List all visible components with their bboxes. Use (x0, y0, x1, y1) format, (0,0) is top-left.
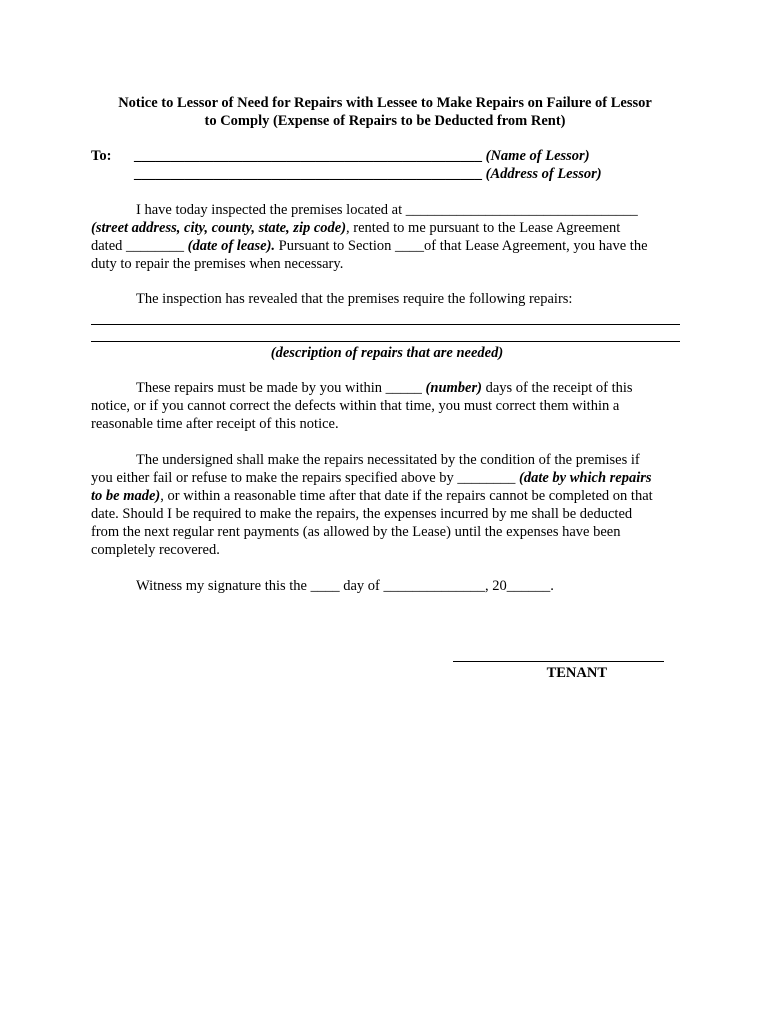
witness-paragraph (91, 577, 683, 595)
street-address-caption: (street address, city, county, state, zip code) (91, 220, 347, 236)
lessor-name-line (134, 148, 590, 165)
to-label: To: (91, 148, 112, 164)
repair-deadline-line-3: reasonable time after receipt of this notice. (91, 416, 339, 432)
deduction-line-2: you either fail or refuse to make the repairs specified above by ________ (date by which repairs (91, 470, 652, 486)
deduction-line-1: The undersigned shall make the repairs necessitated by the condition of the premises if (136, 452, 640, 468)
repair-deadline-line-1: These repairs must be made by you within _____ (number) days of the receipt of this (136, 380, 633, 396)
deduction-line-5: from the next regular rent payments (as allowed by the Lease) until the expenses have been (91, 524, 621, 540)
number-caption: (number) (425, 380, 482, 396)
title-line-2: to Comply (Expense of Repairs to be Deducted from Rent) (204, 113, 566, 129)
inspection-paragraph (91, 201, 683, 273)
document-title (90, 94, 680, 130)
repair-deadline-paragraph (91, 379, 683, 433)
lessor-address-caption: (Address of Lessor) (485, 166, 602, 182)
repair-description-caption: (description of repairs that are needed) (270, 345, 504, 361)
deduction-line-4: date. Should I be required to make the repairs, the expenses incurred by me shall be deducted (91, 506, 633, 522)
repair-date-caption: (date by which repairs (519, 470, 652, 486)
repair-deadline-line-2: notice, or if you cannot correct the defects within that time, you must correct them within a (91, 398, 620, 414)
date-of-lease-caption: (date of lease). (187, 238, 276, 254)
lessor-address-line (134, 166, 602, 183)
deduction-line-3: to be made), or within a reasonable time after that date if the repairs cannot be completed on that (91, 488, 653, 504)
witness-line: Witness my signature this the ____ day of ______________, 20______. (136, 578, 554, 594)
lessor-address-blank: ________________________________________________ (134, 166, 482, 182)
inspection-line-2: (street address, city, county, state, zip code), rented to me pursuant to the Lease Agreement (91, 220, 621, 236)
repair-description-line-2 (91, 341, 680, 342)
inspection-line-3: dated ________ (date of lease). Pursuant to Section ____of that Lease Agreement, you have the (91, 238, 648, 254)
tenant-signature-line (453, 661, 664, 662)
inspection-line-1: I have today inspected the premises located at ________________________________ (136, 202, 638, 218)
lessor-name-blank: ________________________________________________ (134, 148, 482, 164)
deduction-paragraph (91, 451, 683, 559)
tenant-label: TENANT (546, 665, 607, 681)
deduction-line-6: completely recovered. (91, 542, 220, 558)
title-line-1: Notice to Lessor of Need for Repairs with Lessee to Make Repairs on Failure of Lessor (118, 95, 652, 111)
repair-description-line-1 (91, 324, 680, 325)
lessor-name-caption: (Name of Lessor) (485, 148, 590, 164)
inspection-line-4: duty to repair the premises when necessary. (91, 256, 344, 272)
repairs-required-paragraph (91, 290, 683, 308)
repairs-required-line: The inspection has revealed that the premises require the following repairs: (136, 291, 573, 307)
